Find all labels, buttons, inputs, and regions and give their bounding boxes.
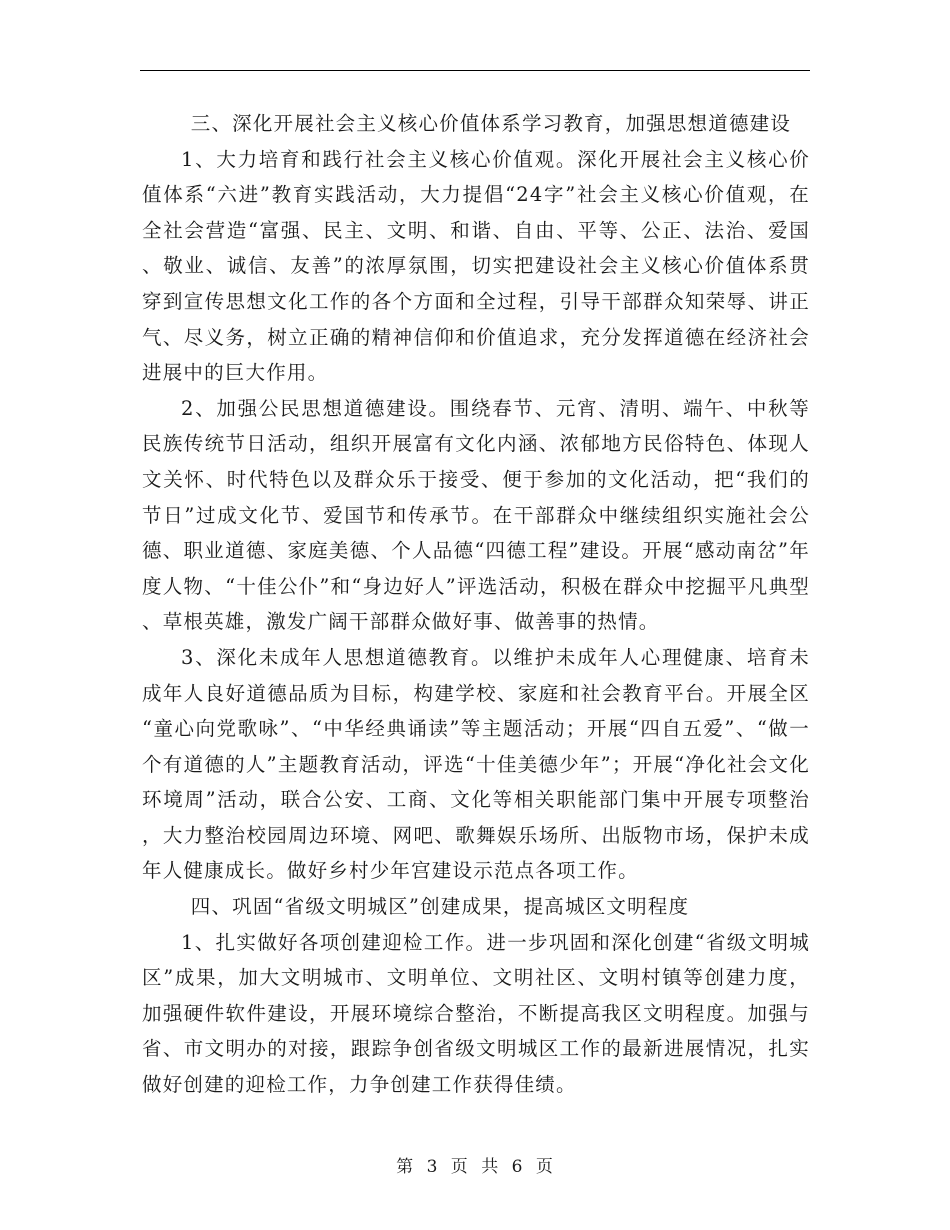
paragraph-inspection-work: 1、扎实做好各项创建迎检工作。进一步巩固和深化创建“省级文明城区”成果，加大文明城市、文明单位、文明社区、文明村镇等创建力度，加强硬件软件建设，开展环境综合整治，不断提高我区文明程度。加强与省、市文明办的对接，跟踪争创省级文明城区工作的最新进展情况，扎实做好创建的迎检工作，力争创建工作获得佳绩。 [142,930,810,1097]
header-rule [140,70,810,71]
paragraph-minors-education: 3、深化未成年人思想道德教育。以维护未成年人心理健康、培育未成年人良好道德品质为目标，构建学校、家庭和社会教育平台。开展全区“童心向党歌咏”、“中华经典诵读”等主题活动；开展“四自五爱”、“做一个有道德的人”主题教育活动，评选“十佳美德少年”；开展“净化社会文化环境周”活动，联合公安、工商、文化等相关职能部门集中开展专项整治，大力整治校园周边环境、网吧、歌舞娱乐场所、出版物市场，保护未成年人健康成长。做好乡村少年宫建设示范点各项工作。 [142,645,810,883]
paragraph-core-values: 1、大力培育和践行社会主义核心价值观。深化开展社会主义核心价值体系“六进”教育实践活动，大力提倡“24字”社会主义核心价值观，在全社会营造“富强、民主、文明、和谐、自由、平等、公正、法治、爱国、敬业、诚信、友善”的浓厚氛围，切实把建设社会主义核心价值体系贯穿到宣传思想文化工作的各个方面和全过程，引导干部群众知荣辱、讲正气、尽义务，树立正确的精神信仰和价值追求，充分发挥道德在经济社会进展中的巨大作用。 [142,147,810,385]
page-number-footer: 第 3 页 共 6 页 [396,1157,554,1177]
section-heading-3: 三、深化开展社会主义核心价值体系学习教育，加强思想道德建设 [190,112,792,135]
section-heading-4: 四、巩固“省级文明城区”创建成果，提高城区文明程度 [190,895,690,919]
paragraph-citizen-morality: 2、加强公民思想道德建设。围绕春节、元宵、清明、端午、中秋等民族传统节日活动，组织开展富有文化内涵、浓郁地方民俗特色、体现人文关怀、时代特色以及群众乐于接受、便于参加的文化活动，把“我们的节日”过成文化节、爱国节和传承节。在干部群众中继续组织实施社会公德、职业道德、家庭美德、个人品德“四德工程”建设。开展“感动南岔”年度人物、“十佳公仆”和“身边好人”评选活动，积极在群众中挖掘平凡典型、草根英雄，激发广阔干部群众做好事、做善事的热情。 [142,396,810,634]
document-body [142,106,810,1103]
